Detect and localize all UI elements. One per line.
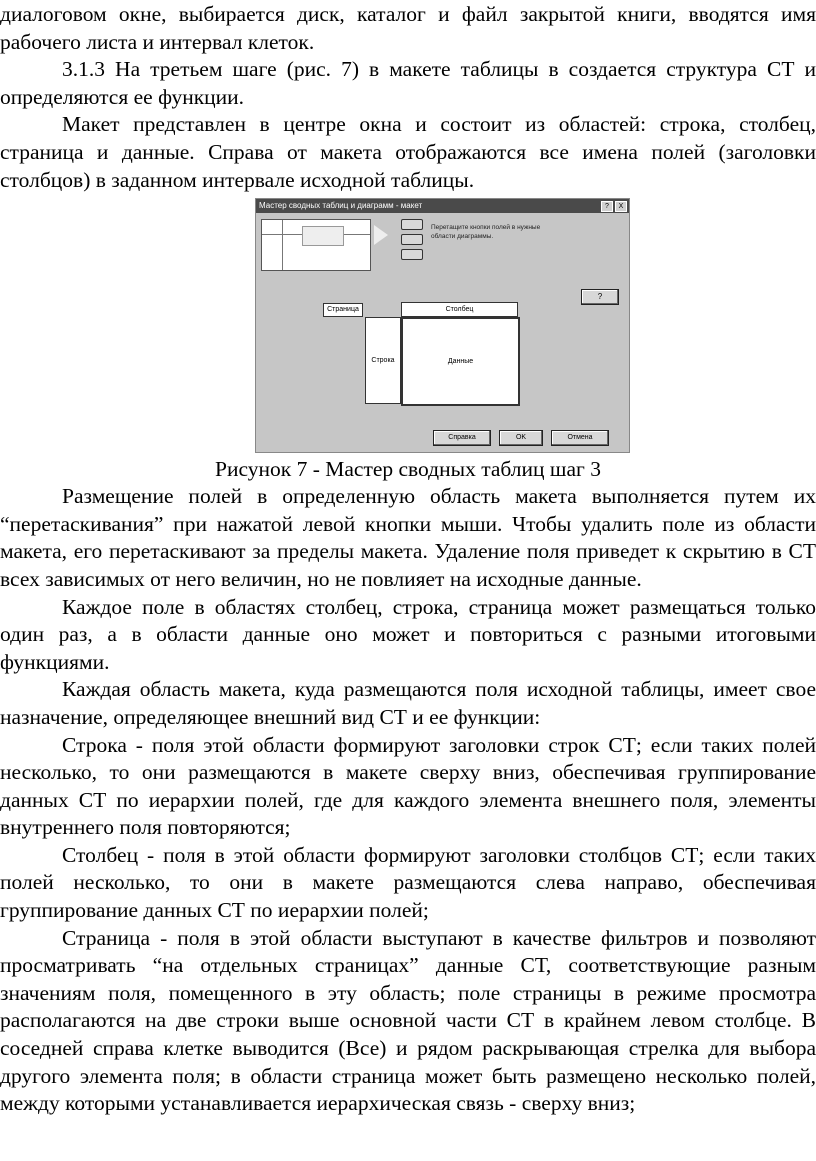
paragraph: Размещение полей в определенную область макета выполняется путем их “перетаскивания” при нажатой левой кнопки мыши. Чтобы удалить поле из области макета, его перетаскивают за пределы макета. Удаление поля приведет к скрытию в СТ всех зависимых от него величин, но не повлияет на исходные данные.: [0, 484, 816, 591]
page-area[interactable]: Страница: [323, 303, 363, 317]
paragraph: Каждое поле в областях столбец, строка, страница может размещаться только один раз, а в области данные оно может и повториться с разными итоговыми функциями.: [0, 594, 816, 674]
paragraph: диалоговом окне, выбирается диск, каталог и файл закрытой книги, вводятся имя рабочего листа и интервал клеток.: [0, 2, 816, 54]
data-area[interactable]: Данные: [401, 317, 520, 406]
arrow-right-icon: [374, 225, 388, 245]
row-area[interactable]: Строка: [365, 317, 401, 404]
field-buttons-preview: [401, 219, 423, 260]
paragraph: Столбец - поля в этой области формируют заголовки столбцов СТ; если таких полей несколько, то они в макете размещаются слева направо, обеспечивая группирование данных СТ по иерархии полей;: [0, 842, 816, 923]
paragraph: Каждая область макета, куда размещаются поля исходной таблицы, имеет свое назначение, определяющее внешний вид СТ и ее функции:: [0, 677, 816, 729]
paragraph: Строка - поля этой области формируют заголовки строк СТ; если таких полей несколько, то они размещаются в макете сверху вниз, обеспечивая группирование данных СТ по иерархии полей, где для каждого элемента внешнего поля, элементы внутреннего поля повторяются;: [0, 732, 816, 840]
pivot-wizard-figure: [255, 198, 630, 453]
dialog-title: Мастер сводных таблиц и диаграмм - макет: [259, 201, 423, 211]
paragraph: 3.1.3 На третьем шаге (рис. 7) в макете таблицы в создается структура СТ и определяются ее функции.: [0, 57, 816, 109]
dialog-title-bar: [256, 199, 629, 213]
close-title-button[interactable]: X: [615, 201, 627, 212]
question-button[interactable]: ?: [581, 289, 619, 305]
field-button-icon: [401, 234, 423, 245]
cancel-button[interactable]: Отмена: [551, 430, 609, 446]
ok-button[interactable]: OK: [499, 430, 543, 446]
hint-text: Перетащите кнопки полей в нужные области диаграммы.: [431, 224, 541, 241]
field-button-icon: [401, 249, 423, 260]
layout-preview-image: [261, 219, 371, 271]
paragraph: Страница - поля в этой области выступают в качестве фильтров и позволяют просматривать “на отдельных страницах” данные СТ, соответствующие разным значениям поля, помещенного в эту область; поле страницы в режиме просмотра располагаются на две строки выше основной части СТ в крайнем левом столбце. В соседней справа клетке выводится (Все) и рядом раскрывающая стрелка для выбора другого элемента поля; в области страница может быть размещено несколько полей, между которыми устанавливается иерархическая связь - сверху вниз;: [0, 925, 816, 1116]
column-area[interactable]: Столбец: [401, 302, 518, 317]
figure-caption: Рисунок 7 - Мастер сводных таблиц шаг 3: [215, 457, 601, 482]
paragraph: Макет представлен в центре окна и состоит из областей: строка, столбец, страница и данные. Справа от макета отображаются все имена полей (заголовки столбцов) в заданном интервале исходной таблицы.: [0, 112, 816, 192]
help-title-button[interactable]: ?: [601, 201, 613, 212]
help-button[interactable]: Справка: [433, 430, 491, 446]
field-button-icon: [401, 219, 423, 230]
